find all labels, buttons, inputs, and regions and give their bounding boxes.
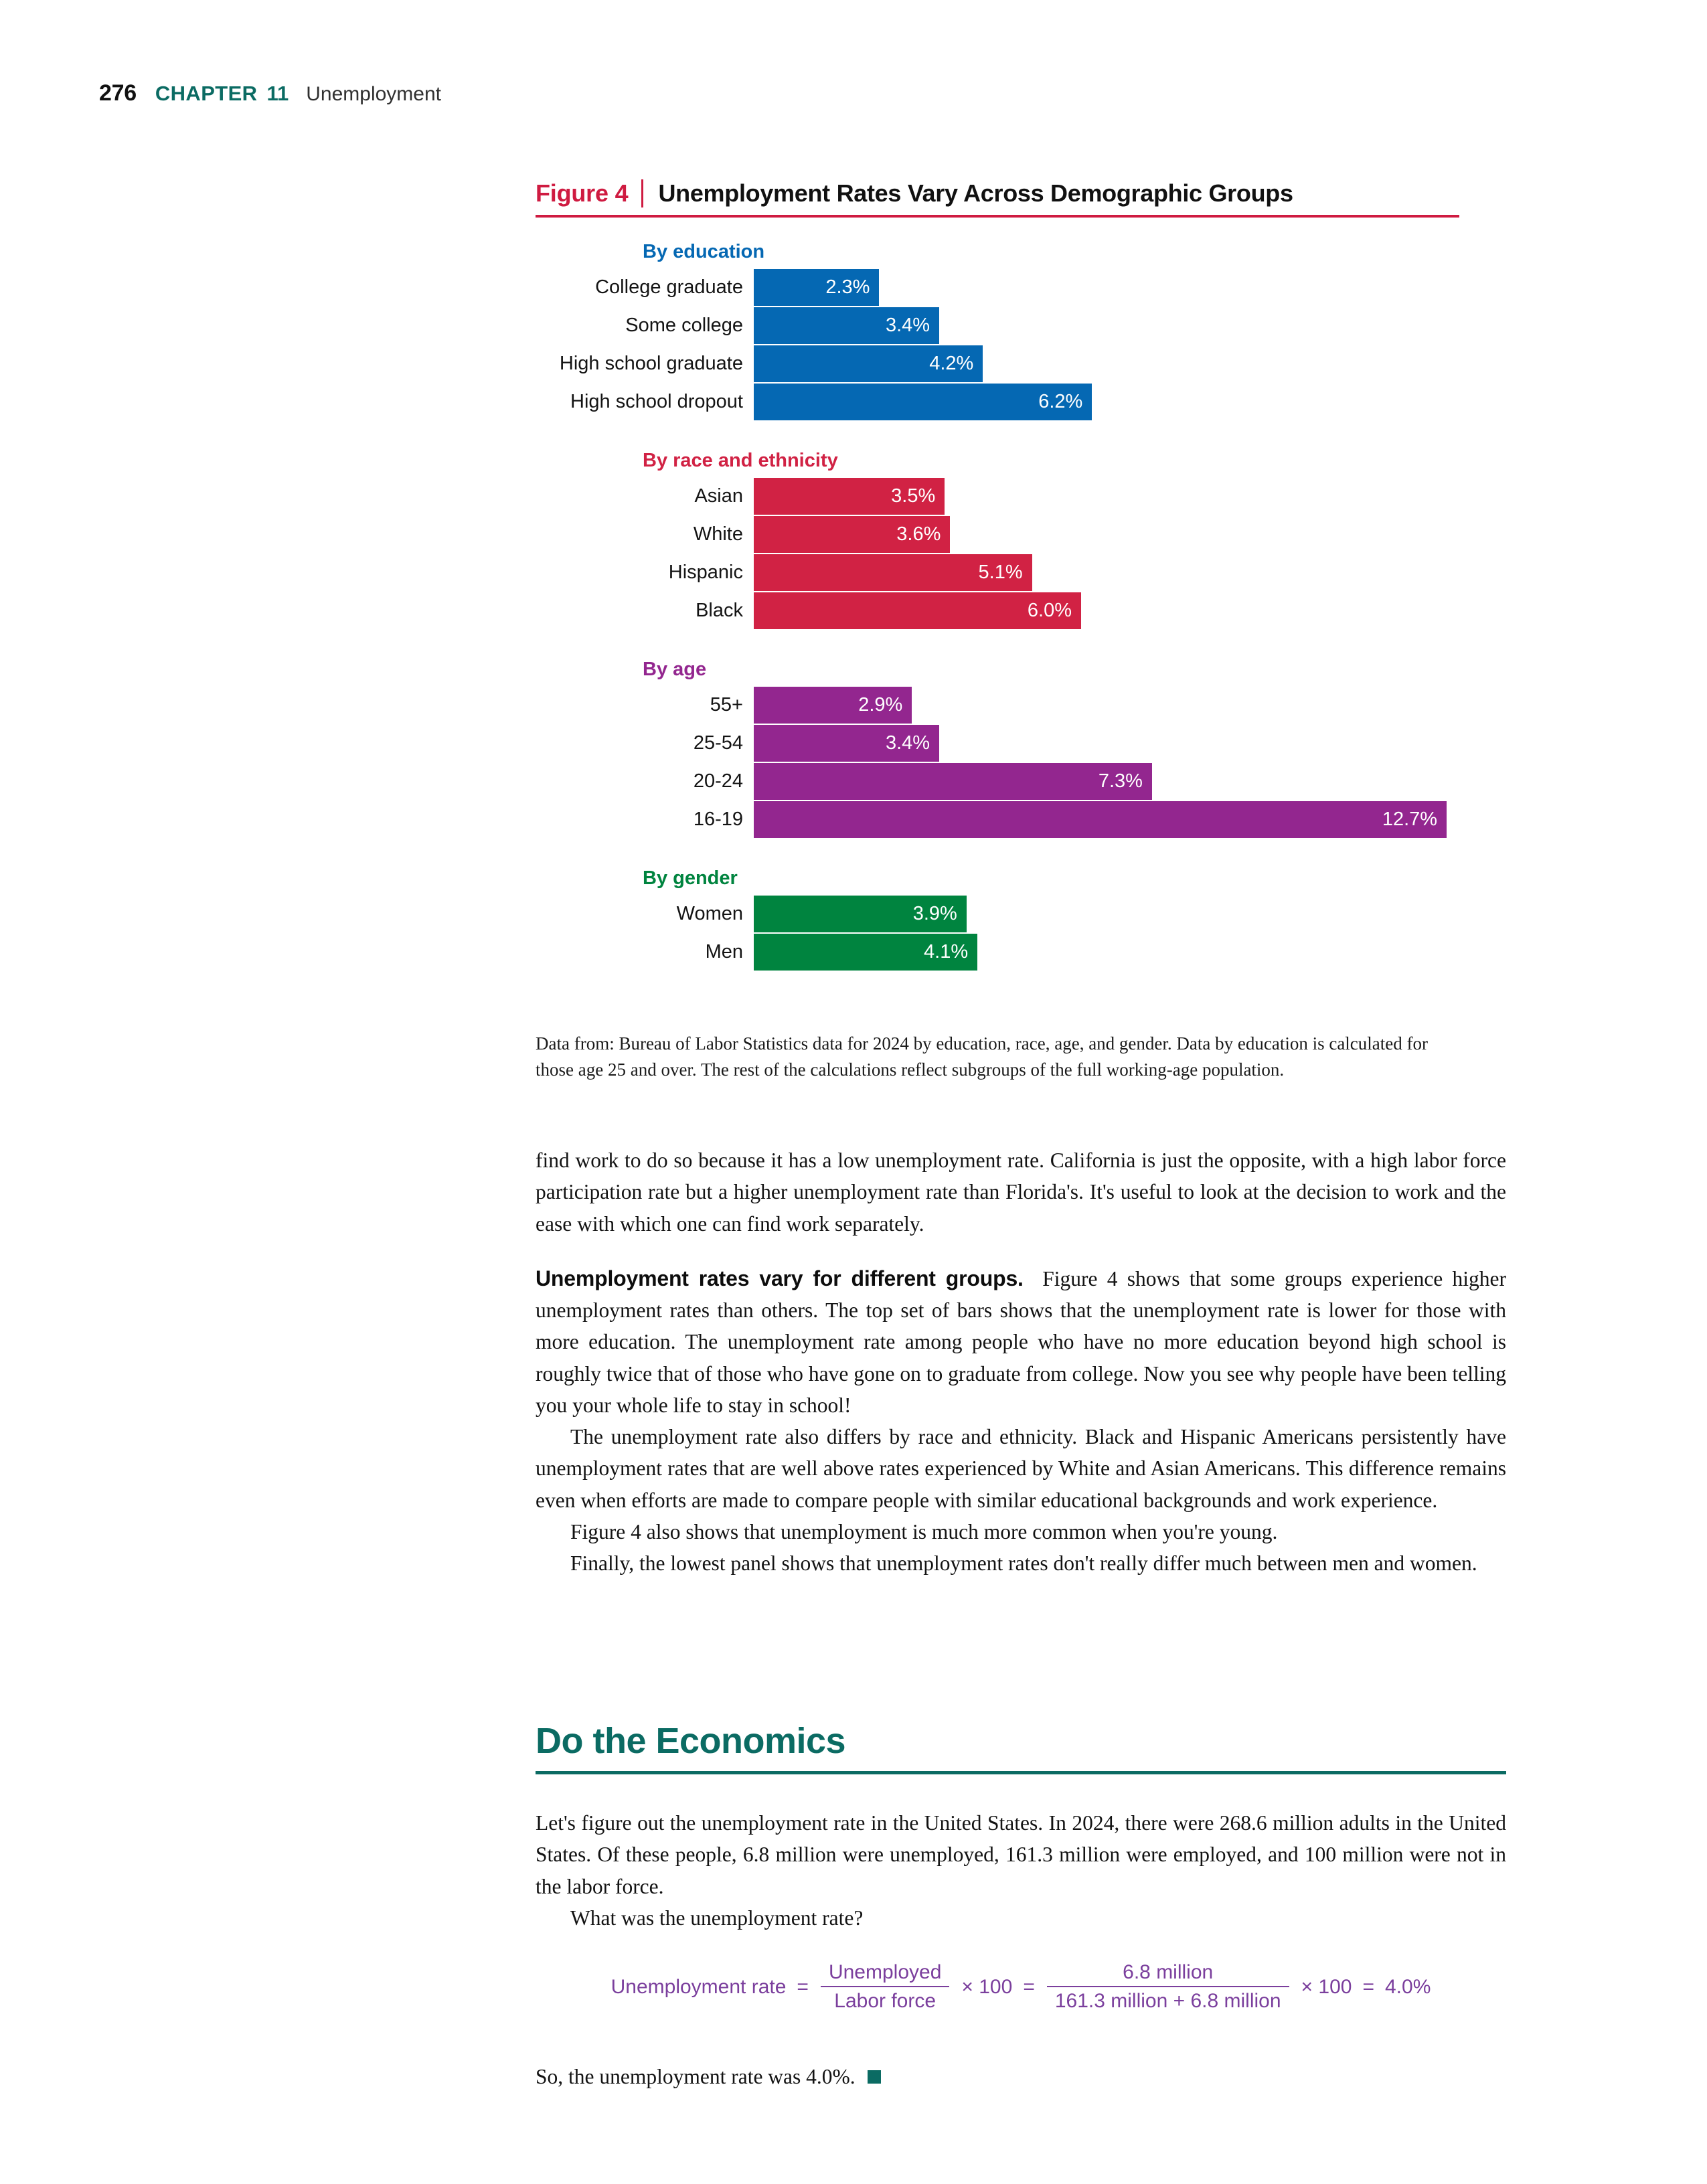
chapter-title: Unemployment xyxy=(306,83,442,105)
bar-row xyxy=(536,801,1473,838)
bar-row xyxy=(536,269,1473,306)
paragraph-spacer xyxy=(536,1240,1506,1262)
bar-category-label: 20-24 xyxy=(693,770,743,792)
bar-group-spacer xyxy=(536,839,1473,867)
bar-chart xyxy=(536,241,1473,972)
bar-row xyxy=(536,725,1473,762)
bar-row xyxy=(536,345,1473,382)
closing-text: So, the unemployment rate was 4.0%. xyxy=(536,2065,856,2088)
bar-category-label: White xyxy=(693,523,743,545)
closing-line xyxy=(536,2065,1506,2089)
bar: 2.3% xyxy=(754,269,879,306)
bar: 5.1% xyxy=(754,554,1032,591)
bar: 3.4% xyxy=(754,725,939,762)
worked-example-question: What was the unemployment rate? xyxy=(570,1906,864,1930)
figure-source-note: Data from: Bureau of Labor Statistics data for 2024 by education, race, age, and gender. Data by education is calculated for those age 25 and over. The rest of the calculations reflect subgroups of the full working-age population. xyxy=(536,1033,1428,1080)
bar-category-label: 25-54 xyxy=(693,732,743,754)
section-do-the-economics xyxy=(536,1720,1506,1774)
bar-row xyxy=(536,934,1473,971)
bar-group-title: By gender xyxy=(643,867,738,889)
bar-group xyxy=(536,867,1473,971)
paragraph-groups-text: Figure 4 shows that some groups experience higher unemployment rates than others. The top set of bars shows that the unemployment rate is lower for those with more education. The unemployment rate among people who have no more education beyond high school is roughly twice that of those who have gone on to graduate from college. Now you see why people have been telling you your whole life to stay in school! xyxy=(536,1266,1506,1417)
bar-group xyxy=(536,659,1473,838)
bar: 7.3% xyxy=(754,763,1152,800)
chapter-word: CHAPTER xyxy=(155,82,258,105)
bar-row xyxy=(536,516,1473,553)
bar-group-spacer xyxy=(536,631,1473,659)
bar: 6.0% xyxy=(754,592,1081,629)
bar: 2.9% xyxy=(754,687,912,724)
bar-category-label: 55+ xyxy=(710,694,743,716)
bar-category-label: High school dropout xyxy=(570,391,743,412)
fraction-2-numerator: 6.8 million xyxy=(1123,1961,1214,1983)
equation-fraction-1 xyxy=(814,1961,956,2013)
bar-group-title: By age xyxy=(643,659,707,680)
equation-fraction-2 xyxy=(1040,1961,1296,2013)
figure-rule xyxy=(536,215,1459,218)
bar-group-title: By race and ethnicity xyxy=(643,450,838,471)
bar-row xyxy=(536,384,1473,420)
bar: 6.2% xyxy=(754,384,1092,420)
equation-multiply-1: × 100 xyxy=(961,1975,1013,1998)
bar-group-spacer xyxy=(536,422,1473,450)
bar-group-title: By education xyxy=(643,241,765,262)
paragraph-lead-in: Unemployment rates vary for different groups. xyxy=(536,1266,1024,1290)
equation-multiply-2: × 100 xyxy=(1301,1975,1352,1998)
section-heading: Do the Economics xyxy=(536,1721,846,1761)
unemployment-rate-equation xyxy=(536,1961,1506,2013)
bar-category-label: Women xyxy=(676,903,743,924)
equation-lhs: Unemployment rate xyxy=(611,1975,787,1998)
paragraph-groups xyxy=(536,1262,1506,1421)
chapter-number: 11 xyxy=(266,82,289,105)
bar-group xyxy=(536,241,1473,420)
bar: 4.1% xyxy=(754,934,977,971)
figure-header xyxy=(536,179,1459,218)
equation-result: 4.0% xyxy=(1384,1975,1431,1998)
equation-equals-1: = xyxy=(797,1975,809,1998)
bar-category-label: Asian xyxy=(694,485,743,507)
bar-group xyxy=(536,450,1473,629)
paragraph-continuation: find work to do so because it has a low unemployment rate. California is just the opposite, with a high labor force participation rate but a higher unemployment rate than Florida's. It's useful to look at the decision to work and the ease with which one can find work separately. xyxy=(536,1149,1506,1236)
equation-equals-3: = xyxy=(1362,1975,1374,1998)
bar-category-label: High school graduate xyxy=(559,353,743,374)
bar-category-label: Hispanic xyxy=(668,562,743,583)
paragraph-gender: Finally, the lowest panel shows that unemployment rates don't really differ much between men and women. xyxy=(570,1551,1477,1575)
worked-example xyxy=(536,1807,1506,1934)
figure-number: Figure 4 xyxy=(536,179,629,207)
bar: 3.5% xyxy=(754,478,945,515)
bar-row xyxy=(536,478,1473,515)
bar-category-label: College graduate xyxy=(595,276,743,298)
bar-row xyxy=(536,592,1473,629)
bar: 3.6% xyxy=(754,516,950,553)
paragraph-race: The unemployment rate also differs by race and ethnicity. Black and Hispanic Americans persistently have unemployment rates that are well above rates experienced by White and Asian Americans. This difference remains even when efforts are made to compare people with similar educational backgrounds and work experience. xyxy=(536,1425,1506,1512)
fraction-2-denominator: 161.3 million + 6.8 million xyxy=(1054,1990,1281,2012)
bar-row xyxy=(536,763,1473,800)
bar: 4.2% xyxy=(754,345,983,382)
page-number: 276 xyxy=(99,80,137,106)
bar-category-label: Some college xyxy=(625,315,743,336)
bar-category-label: Black xyxy=(696,600,743,621)
worked-example-setup: Let's figure out the unemployment rate in the United States. In 2024, there were 268.6 million adults in the United States. Of these people, 6.8 million were unemployed, 161.3 million were employed, and 100 million were not in the labor force. xyxy=(536,1811,1506,1898)
equation-equals-2: = xyxy=(1023,1975,1035,1998)
bar: 12.7% xyxy=(754,801,1447,838)
figure-header-row xyxy=(536,179,1459,207)
bar-category-label: Men xyxy=(705,941,743,962)
end-of-box-marker xyxy=(868,2070,881,2084)
bar-category-label: 16-19 xyxy=(693,809,743,830)
fraction-1-denominator: Labor force xyxy=(834,1990,937,2012)
bar-row xyxy=(536,307,1473,344)
paragraph-age: Figure 4 also shows that unemployment is much more common when you're young. xyxy=(570,1519,1278,1543)
fraction-1-numerator: Unemployed xyxy=(828,1961,942,1983)
bar-row xyxy=(536,896,1473,932)
bar: 3.9% xyxy=(754,896,967,932)
body-copy xyxy=(536,1145,1506,1579)
figure-title: Unemployment Rates Vary Across Demographic Groups xyxy=(658,179,1293,207)
running-head xyxy=(99,80,441,106)
section-rule xyxy=(536,1771,1506,1774)
bar: 3.4% xyxy=(754,307,939,344)
bar-row xyxy=(536,554,1473,591)
bar-row xyxy=(536,687,1473,724)
